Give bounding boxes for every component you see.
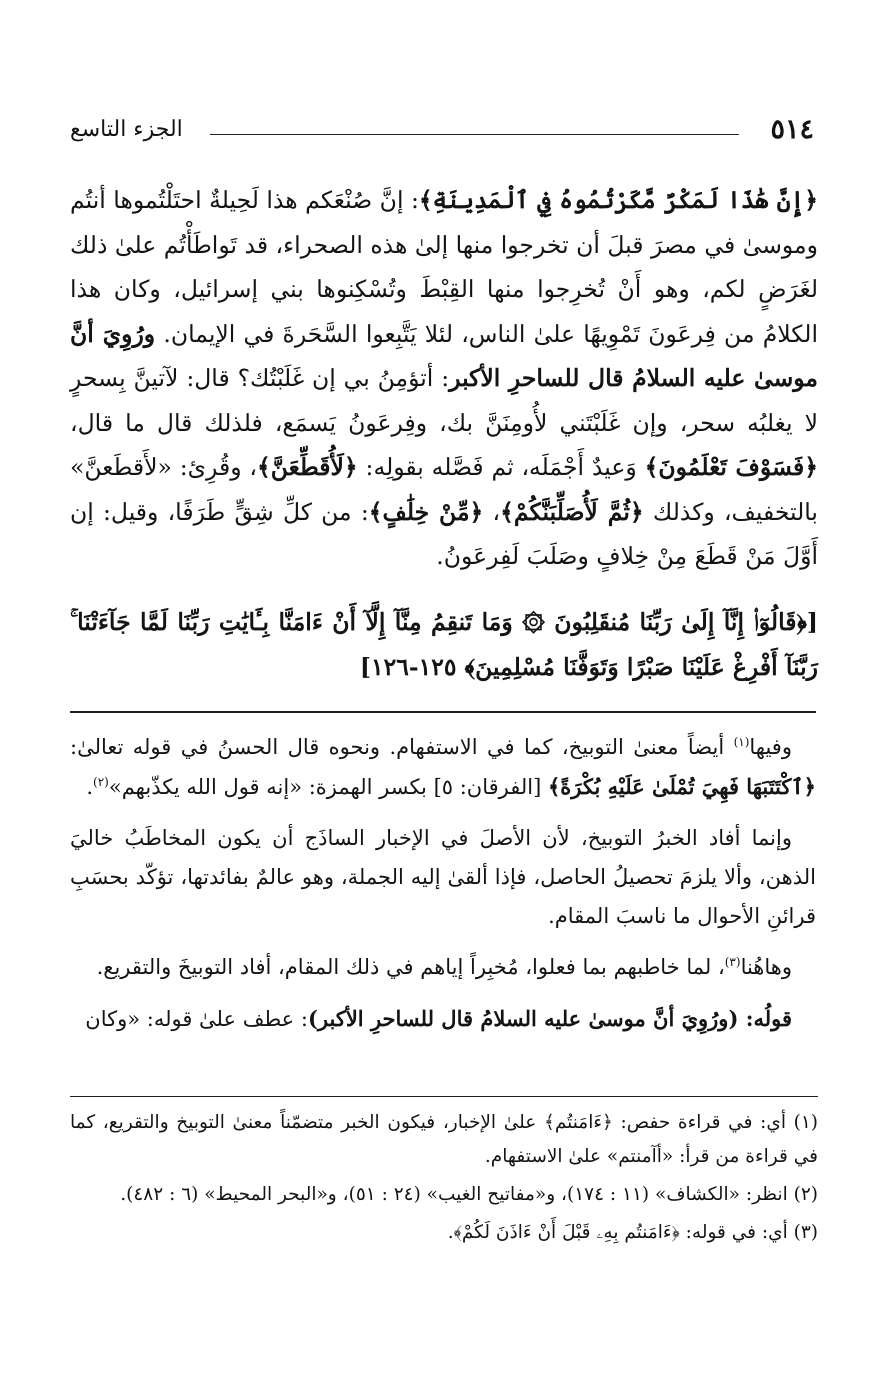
commentary	[70, 728, 816, 1051]
commentary-paragraph	[70, 728, 816, 807]
header-rule	[210, 134, 739, 135]
quran-quote: ﴿ثُمَّ لَأُصَلِّبَنَّكُمْ﴾	[500, 497, 644, 526]
main-text-run: وَعيدٌ أَجْمَلَه، ثم فَصَّله بقولِه:	[365, 453, 637, 481]
quran-quote: ﴿لَأُقَطِّعَنَّ﴾	[257, 453, 358, 481]
main-text-run: ،	[492, 497, 501, 526]
main-text-run: ، وقُرِئ: «لأَقطَعنَّ» بالتخفيف، وكذلك	[70, 453, 818, 526]
commentary-text-run: ، لما خاطبهم بما فعلوا، مُخبِراً إياهم في ذلك المقام، أفاد التوبيخَ والتقريع.	[96, 955, 725, 979]
commentary-text-run: .	[86, 775, 94, 799]
commentary-paragraph: وإنما أفاد الخبرُ التوبيخ، لأن الأصلَ في الإخبار الساذَج أن يكون المخاطَبُ خاليَ الذهن، وألا يلزمَ تحصيلُ الحاصل، فإذا ألقىٰ إليه الجملة، وهو عالمٌ بفائدتها، تؤكّد بحسَبِ قرائنِ الأحوال ما ناسبَ المقام.	[70, 826, 816, 928]
footnote-2: (٢) انظر: «الكشاف» (١١ : ١٧٤)، و«مفاتيح الغيب» (٢٤ : ٥١)، و«البحر المحيط» (٦ : ٤٨٢).	[120, 1184, 818, 1205]
quran-quote: ﴿ٱكْتَتَبَهَا فَهِيَ تُمْلَىٰ عَلَيْهِ بُكْرَةً﴾	[547, 774, 816, 799]
commentary-text-run: وهاهُنا	[740, 955, 792, 979]
section-rule	[70, 711, 816, 713]
bold-phrase: قولُه: (ورُوِيَ أنَّ موسىٰ عليه السلامُ قال للساحرِ الأكبر)	[307, 1006, 792, 1031]
footnote-ref: (١)	[733, 735, 750, 749]
quran-quote: ﴿مِّنْ خِلَٰفٍ﴾	[368, 497, 484, 526]
footnote-3: (٣) أي: في قوله: ﴿ءَامَنتُم بِهِۦ قَبْلَ أَنْ ءَاذَنَ لَكُمْ﴾.	[447, 1222, 818, 1243]
commentary-paragraph	[70, 948, 816, 987]
commentary-paragraph	[70, 999, 816, 1039]
quran-quote: ﴿فَسَوْفَ تَعْلَمُونَ﴾	[644, 453, 818, 481]
footnote-ref: (٢)	[93, 775, 109, 789]
footnote-1: (١) أي: في قراءة حفص: ﴿ءَامَنتُم﴾ علىٰ الإخبار، فيكون الخبر متضمّناً معنىٰ التوبيخ والتقريع، كما في قراءة من قرأ: «أآمنتم» علىٰ الاستفهام.	[70, 1112, 818, 1167]
bold-phrase: ورُوِيَ أنَّ موسىٰ عليه السلامُ قال للساحرِ الأكبر	[70, 319, 818, 392]
footnote-ref: (٣)	[724, 955, 741, 969]
commentary-text-run: أيضاً معنىٰ التوبيخ، كما في الاستفهام. ونحوه قال الحسنُ في قوله تعالىٰ:	[70, 735, 734, 759]
main-text	[70, 178, 818, 579]
part-title: الجزء التاسع	[70, 117, 183, 142]
footnote-rule	[70, 1096, 818, 1097]
verse-block	[70, 600, 818, 690]
main-text-run: : إنَّ صُنْعَكم هذا لَحِيلةٌ احتَلْتُموها أنتُم وموسىٰ في مصرَ قبلَ أن تخرجوا منها إلىٰ هذه الصحراء، قد تَواطَأْتُم علىٰ ذلك لغَرَضٍ لكم، وهو أَنْ تُخرِجوا منها القِبْطَ وتُسْكِنوها بني إسرائيل، وكان هذا الكلامُ من فِرعَونَ تَمْوِيهًا علىٰ الناس، لئلا يَتَّبِعوا السَّحَرةَ في الإيمان.	[70, 186, 818, 348]
commentary-text-run: وفيها	[749, 735, 792, 759]
commentary-text-run: [الفرقان: ٥] بكسر الهمزة: «إنه قول الله يكذّبهم»	[108, 775, 548, 799]
main-text-run: : من كلِّ شِقٍّ طَرَفًا، وقيل: إن أَوَّلَ مَنْ قَطَعَ مِنْ خِلافٍ وصَلَبَ لَفِرعَونُ.	[70, 497, 818, 570]
verse-text: [﴿قَالُوٓا۟ إِنَّآ إِلَىٰ رَبِّنَا مُنقَلِبُونَ ۞ وَمَا تَنقِمُ مِنَّآ إِلَّآ أَنْ ءَامَنَّا بِـَٔايَٰتِ رَبِّنَا لَمَّا جَآءَتْنَا ۚ رَبَّنَآ أَفْرِغْ عَلَيْنَا صَبْرًا وَتَوَفَّنَا مُسْلِمِينَ﴾ ١٢٥-١٢٦]	[70, 608, 818, 681]
commentary-text-run: : عطف علىٰ قوله: «وكان	[85, 1007, 308, 1031]
main-text-run: : أتؤمِنُ بي إن غَلَبْتُك؟ قال: لآتينَّ بِسحرٍ لا يغلبُه سحر، وإن غَلَبْتَني لأُومِنَنَّ بك، وفِرعَونُ يَسمَع، فلذلك قال ما قال،	[70, 364, 818, 437]
page-number: ٥١٤	[770, 114, 814, 145]
main-paragraph	[70, 178, 818, 579]
running-header	[70, 112, 814, 152]
quran-quote: ﴿إِنَّ هَٰذَا لَمَكْرٌ مَّكَرْتُمُوهُ فِي ٱلْمَدِينَةِ﴾	[418, 186, 818, 214]
footnotes	[70, 1106, 818, 1254]
